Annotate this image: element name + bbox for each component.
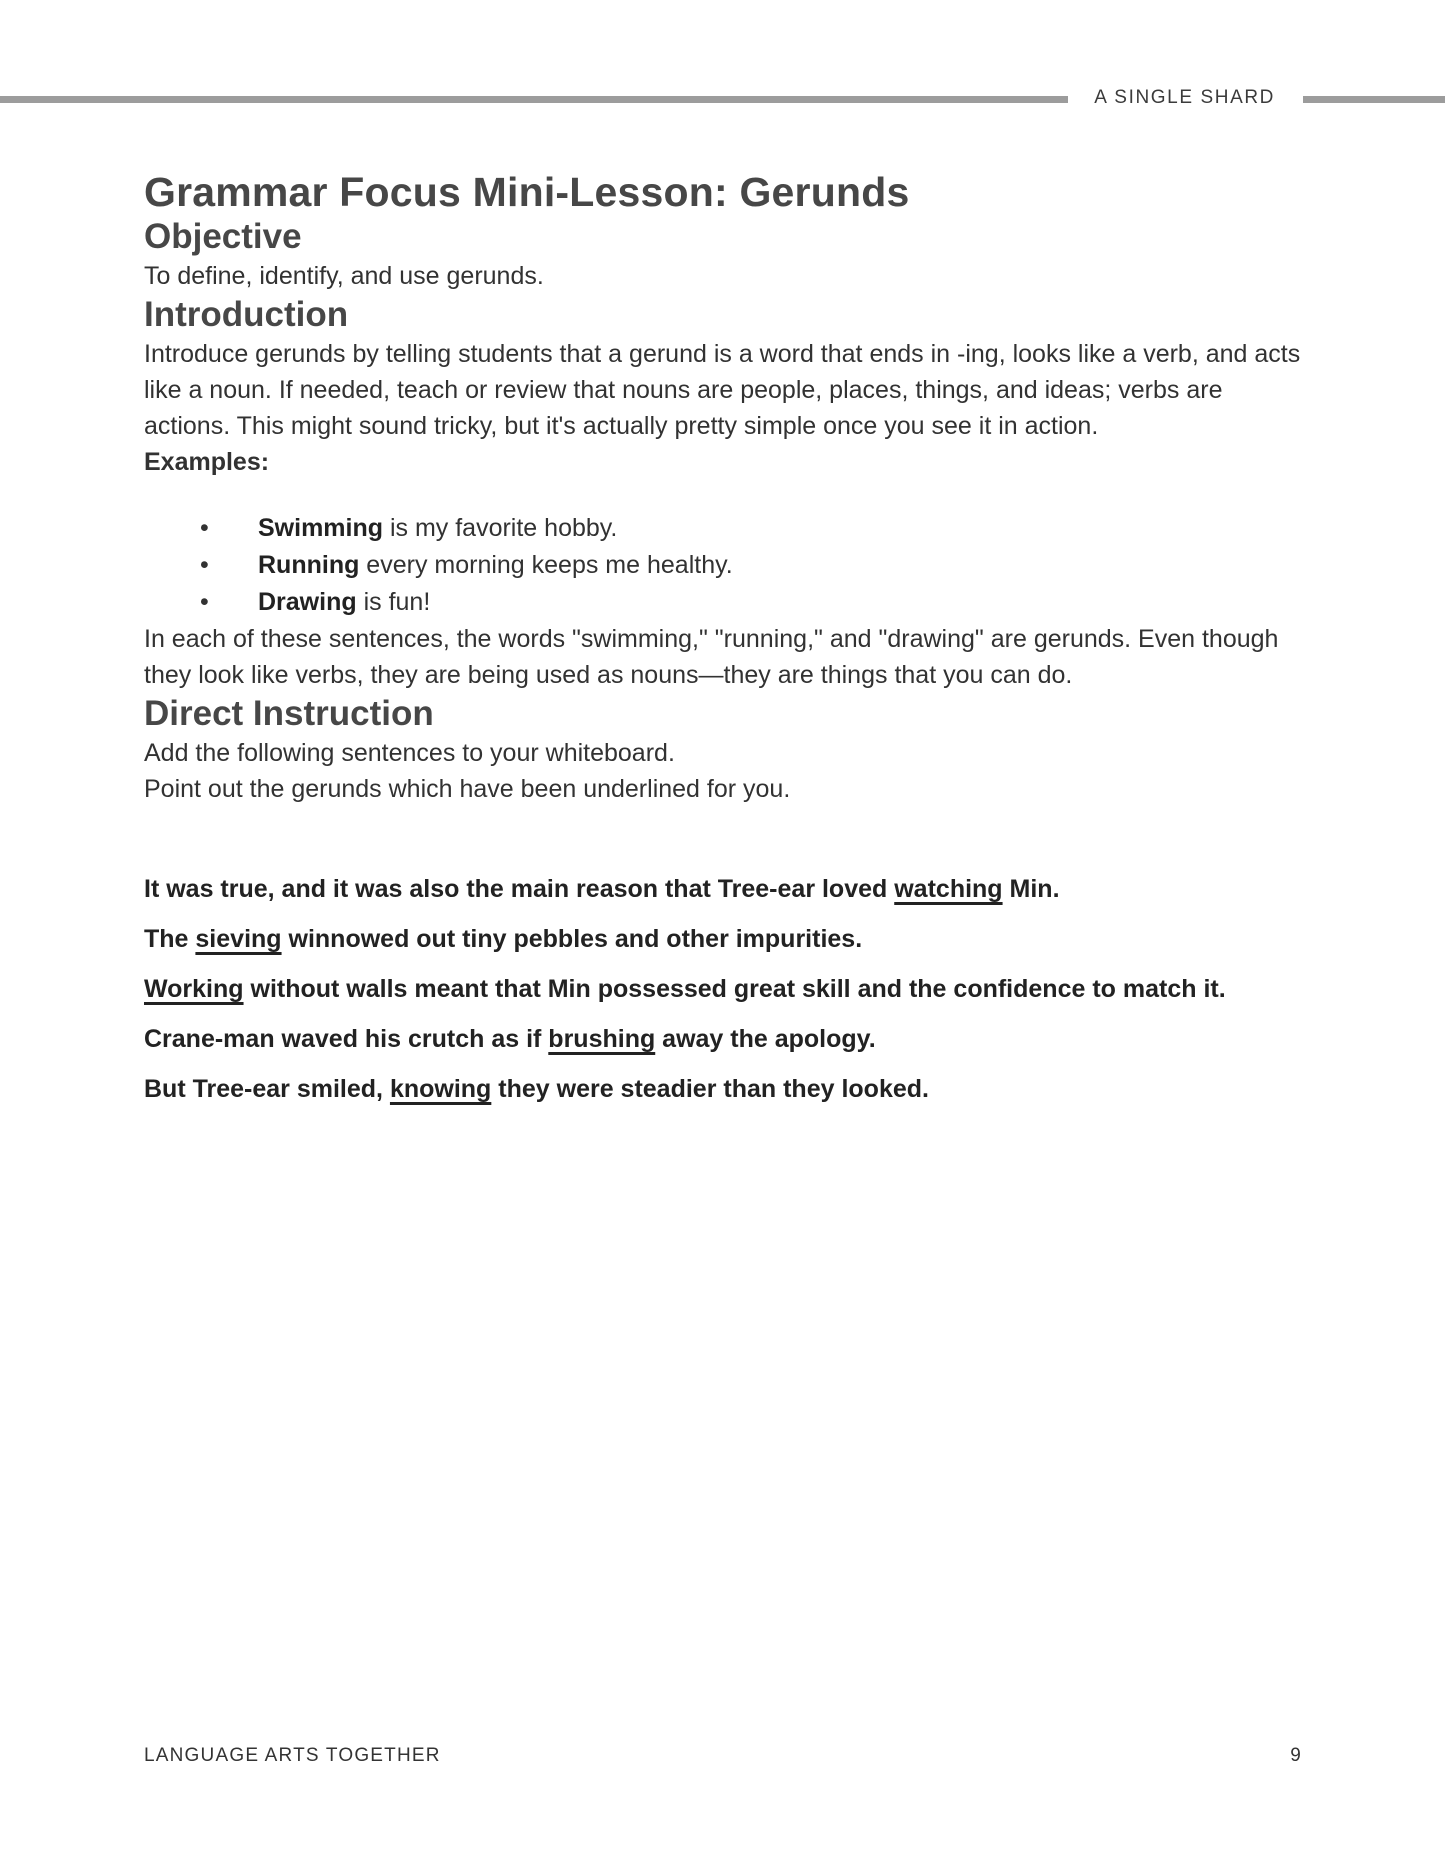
page-title: Grammar Focus Mini-Lesson: Gerunds — [144, 169, 910, 215]
example-item — [144, 510, 1302, 547]
footer-page-number: 9 — [1290, 1745, 1302, 1766]
text-segment: is my favorite hobby. — [383, 514, 618, 542]
text-segment: It was true, and it was also the main reason that Tree-ear loved — [144, 875, 895, 903]
example-item — [144, 584, 1302, 621]
section-objective — [144, 216, 1302, 294]
section-introduction — [144, 294, 1302, 693]
text-segment: The — [144, 925, 196, 953]
underlined-gerund: brushing — [548, 1025, 656, 1053]
direct-instruction-step-1: Add the following sentences to your whiteboard. — [144, 739, 675, 767]
underlined-gerund: watching — [894, 875, 1003, 903]
text-segment: winnowed out tiny pebbles and other impurities. — [281, 925, 863, 953]
objective-heading: Objective — [144, 217, 302, 256]
examples-list — [144, 510, 1302, 621]
underlined-gerund: sieving — [195, 925, 282, 953]
introduction-paragraph: Introduce gerunds by telling students that a gerund is a word that ends in -ing, looks like a verb, and acts like a noun. If needed, teach or review that nouns are people, places, things, and ideas; verbs are actions. This might sound tricky, but it's actually pretty simple once you see it in action. — [144, 340, 1301, 440]
text-segment: Crane-man waved his crutch as if — [144, 1025, 549, 1053]
introduction-closing-paragraph: In each of these sentences, the words "swimming," "running," and "drawing" are gerunds. Even though they look like verbs, they are being used as nouns—they are things that you can do. — [144, 625, 1279, 689]
underlined-gerund: Working — [144, 975, 244, 1003]
direct-instruction-step-2: Point out the gerunds which have been underlined for you. — [144, 775, 791, 803]
text-segment: away the apology. — [655, 1025, 876, 1053]
text-segment: they were steadier than they looked. — [491, 1075, 929, 1103]
objective-text: To define, identify, and use gerunds. — [144, 262, 544, 290]
introduction-heading: Introduction — [144, 295, 349, 334]
page-footer — [144, 1745, 1302, 1767]
board-sentence — [144, 1071, 1302, 1107]
text-segment: without walls meant that Min possessed great skill and the confidence to match it. — [243, 975, 1226, 1003]
page-body — [144, 0, 1302, 1121]
header-rule-right — [1303, 96, 1445, 103]
direct-instruction-heading: Direct Instruction — [144, 694, 434, 733]
board-sentences — [144, 871, 1302, 1107]
examples-label: Examples: — [144, 448, 270, 476]
text-segment: is fun! — [356, 588, 431, 616]
board-sentence — [144, 1021, 1302, 1057]
text-segment: Drawing — [258, 588, 357, 616]
example-item — [144, 547, 1302, 584]
board-sentence — [144, 871, 1302, 907]
footer-imprint: LANGUAGE ARTS TOGETHER — [144, 1745, 441, 1766]
underlined-gerund: knowing — [389, 1075, 492, 1103]
text-segment: Running — [258, 551, 360, 579]
text-segment: Min. — [1002, 875, 1060, 903]
text-segment: every morning keeps me healthy. — [359, 551, 733, 579]
header-book-title: A SINGLE SHARD — [1094, 87, 1275, 108]
board-sentence — [144, 971, 1302, 1007]
board-sentence — [144, 921, 1302, 957]
text-segment: Swimming — [258, 514, 384, 542]
text-segment: But Tree-ear smiled, — [144, 1075, 390, 1103]
section-direct-instruction — [144, 693, 1302, 1107]
